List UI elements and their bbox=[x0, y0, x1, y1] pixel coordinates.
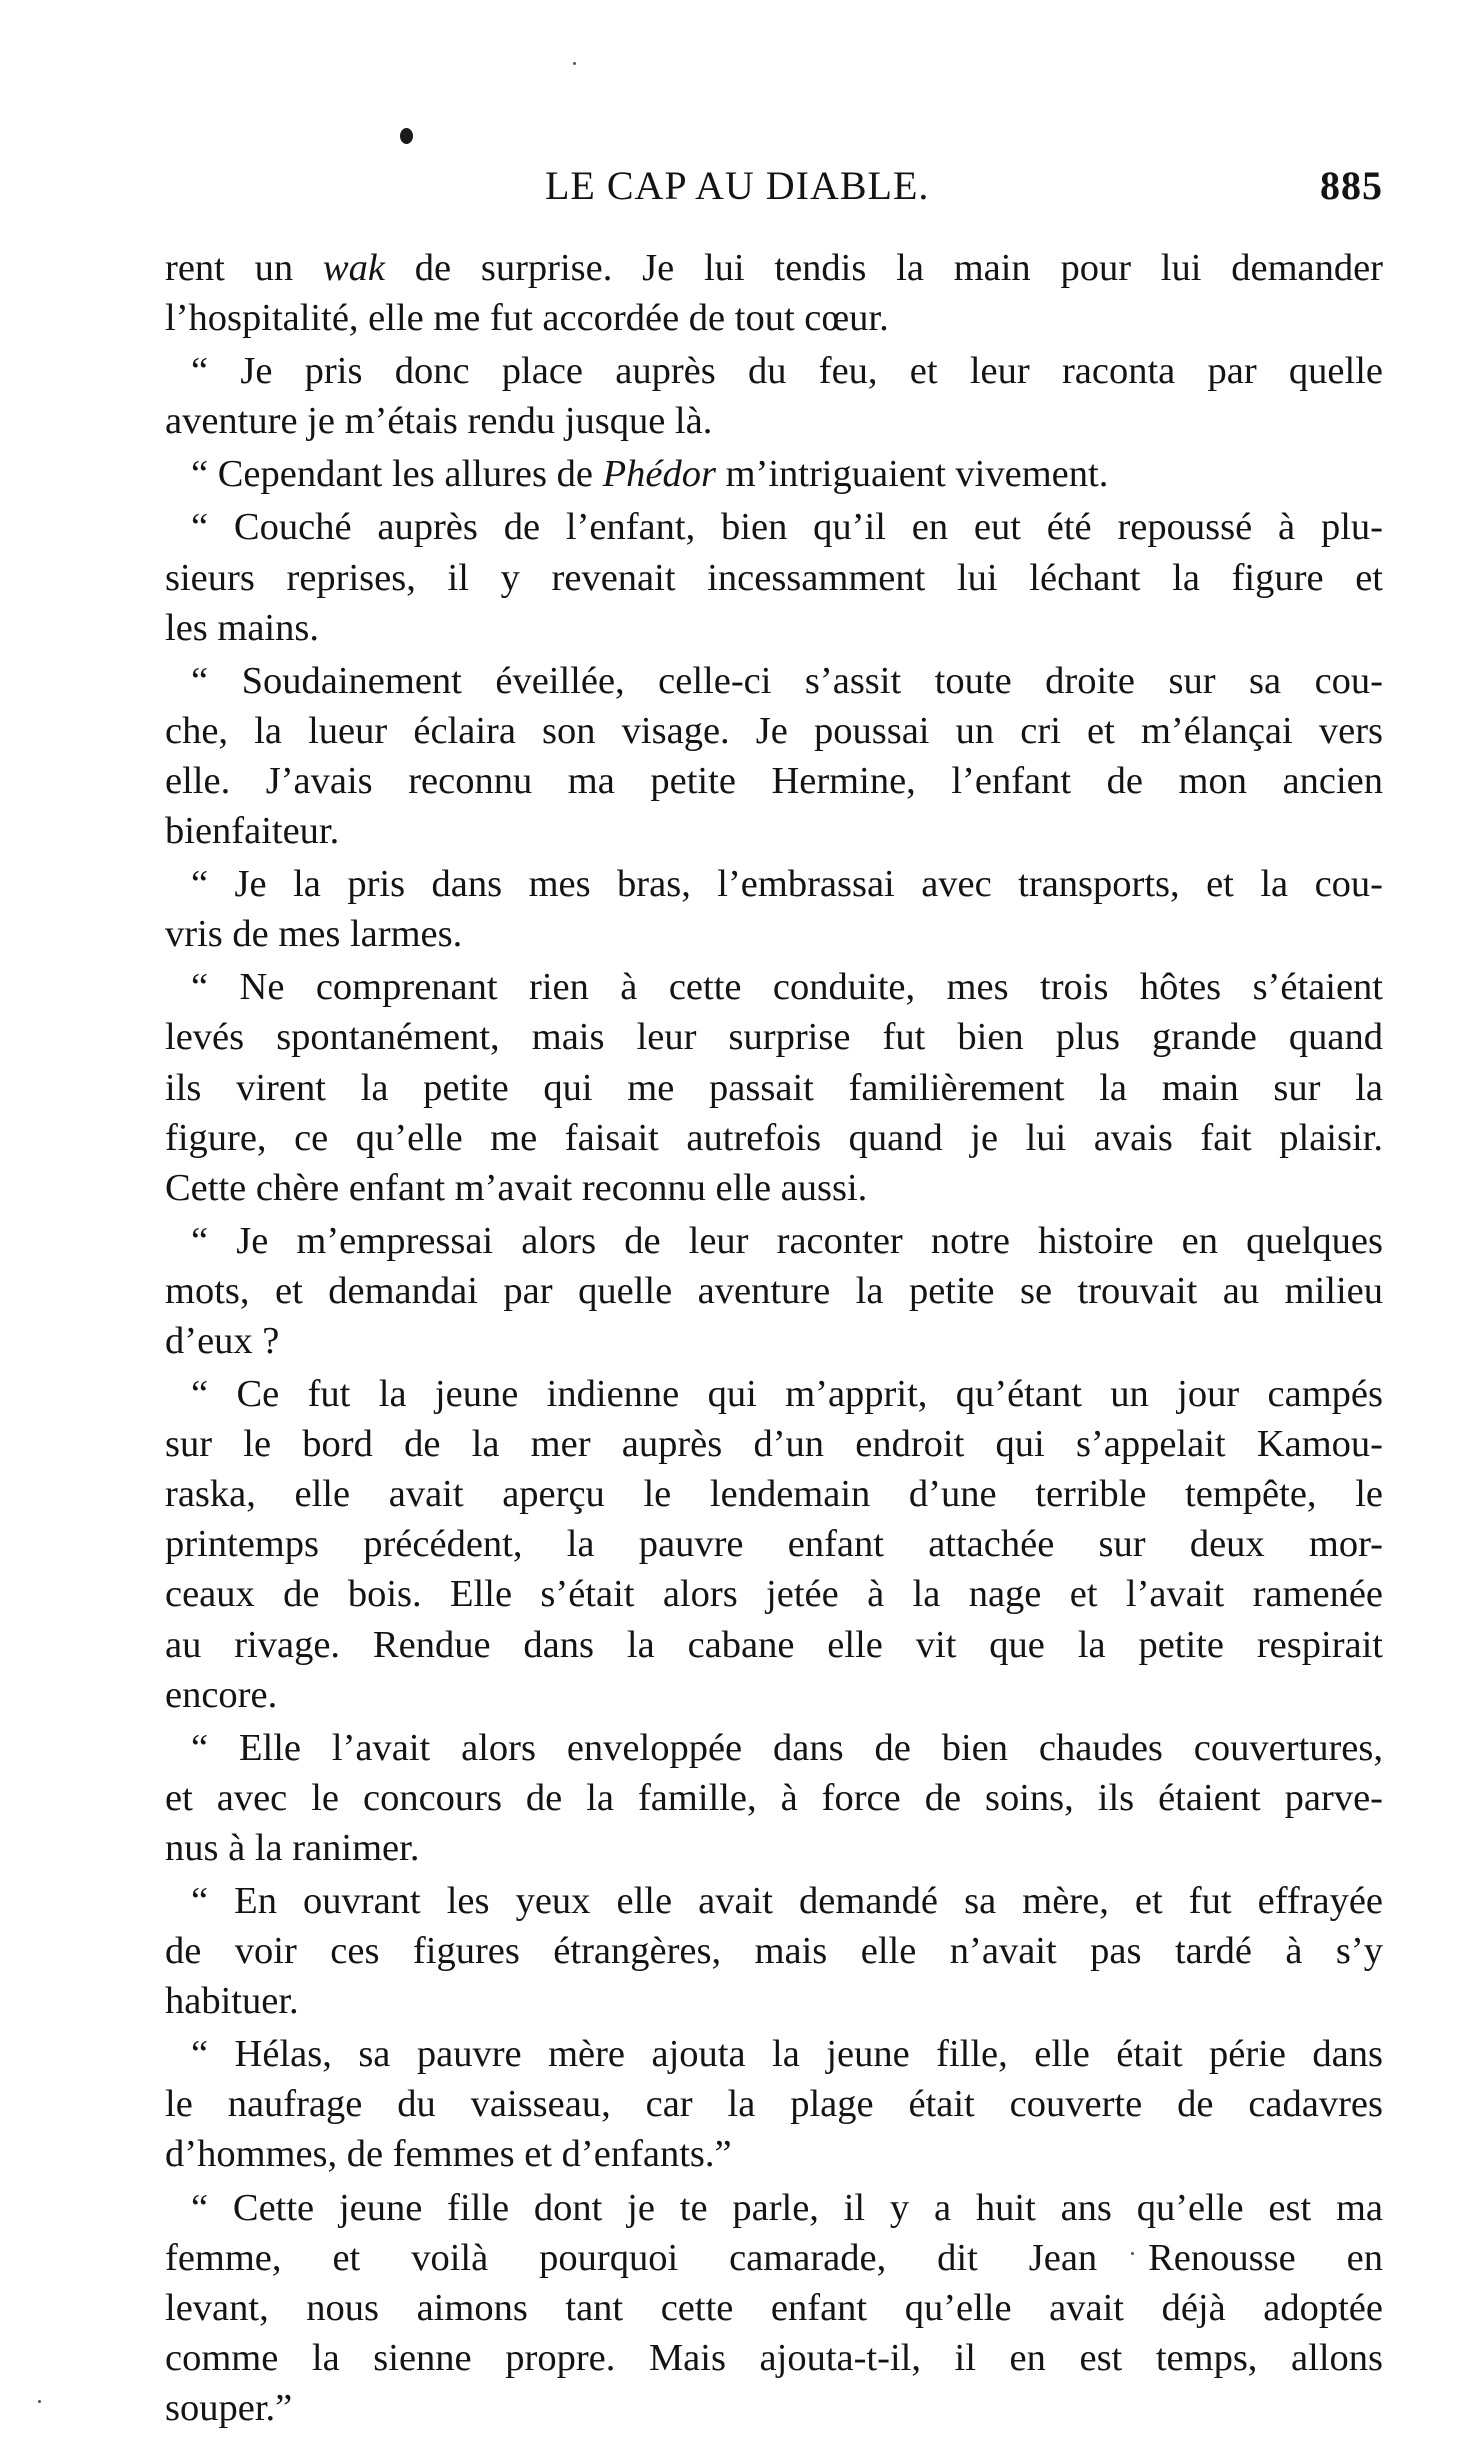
text-line: de voir ces figures étrangères, mais elle n’avait pas tardé à s’y bbox=[165, 1930, 1383, 1973]
text-line: d’eux ? bbox=[165, 1319, 280, 1362]
text-line: vris de mes larmes. bbox=[165, 913, 463, 956]
text-line: figure, ce qu’elle me faisait autrefois quand je lui avais fait plaisir. bbox=[165, 1116, 1383, 1159]
text-line: ils virent la petite qui me passait familièrement la main sur la bbox=[165, 1066, 1383, 1109]
paragraph bbox=[165, 1216, 1383, 1366]
paragraph bbox=[165, 1876, 1383, 2026]
text-line: aventure je m’étais rendu jusque là. bbox=[165, 400, 713, 443]
text-line: “ Je la pris dans mes bras, l’embrassai avec transports, et la cou- bbox=[191, 863, 1383, 906]
text-line: au rivage. Rendue dans la cabane elle vit que la petite respirait bbox=[165, 1623, 1383, 1666]
paragraph bbox=[165, 2183, 1383, 2433]
text-line: d’hommes, de femmes et d’enfants.” bbox=[165, 2133, 732, 2176]
text-line: souper.” bbox=[165, 2386, 293, 2429]
text-line: comme la sienne propre. Mais ajouta-t-il, il en est temps, allons bbox=[165, 2336, 1383, 2379]
text-line: raska, elle avait aperçu le lendemain d’une terrible tempête, le bbox=[165, 1473, 1383, 1516]
text-line: levés spontanément, mais leur surprise fut bien plus grande quand bbox=[165, 1016, 1383, 1059]
paragraph bbox=[165, 2029, 1383, 2179]
paragraph bbox=[165, 656, 1383, 856]
text-line: “ Ce fut la jeune indienne qui m’apprit, qu’étant un jour campés bbox=[191, 1373, 1383, 1416]
text-line: habituer. bbox=[165, 1980, 299, 2023]
text-line: et avec le concours de la famille, à force de soins, ils étaient parve- bbox=[165, 1776, 1383, 1819]
paragraph bbox=[165, 859, 1383, 959]
text-line: Cette chère enfant m’avait reconnu elle aussi. bbox=[165, 1166, 868, 1209]
text-line: femme, et voilà pourquoi camarade, dit Jean Renousse en bbox=[165, 2236, 1383, 2279]
paper-speck bbox=[573, 62, 576, 65]
text-line: bienfaiteur. bbox=[165, 810, 340, 853]
text-line: che, la lueur éclaira son visage. Je poussai un cri et m’élançai vers bbox=[165, 709, 1383, 752]
text-line: “ Cette jeune fille dont je te parle, il y a huit ans qu’elle est ma bbox=[191, 2186, 1383, 2229]
text-line: “ Soudainement éveillée, celle-ci s’assit toute droite sur sa cou- bbox=[191, 659, 1383, 702]
text-line: printemps précédent, la pauvre enfant attachée sur deux mor- bbox=[165, 1523, 1383, 1566]
text-line: les mains. bbox=[165, 606, 319, 649]
text-line: ceaux de bois. Elle s’était alors jetée à la nage et l’avait ramenée bbox=[165, 1573, 1383, 1616]
text-line: sur le bord de la mer auprès d’un endroit qui s’appelait Kamou- bbox=[165, 1423, 1383, 1466]
text-line: elle. J’avais reconnu ma petite Hermine, l’enfant de mon ancien bbox=[165, 759, 1383, 802]
paragraph bbox=[165, 243, 1383, 343]
text-line: “ Hélas, sa pauvre mère ajouta la jeune fille, elle était périe dans bbox=[191, 2033, 1383, 2076]
page-number: 885 bbox=[1320, 163, 1383, 208]
text-line: “ Elle l’avait alors enveloppée dans de bien chaudes couvertures, bbox=[191, 1726, 1383, 1769]
paragraph bbox=[165, 346, 1383, 446]
text-line: nus à la ranimer. bbox=[165, 1826, 420, 1869]
text-line: encore. bbox=[165, 1673, 278, 1716]
paragraph bbox=[165, 1369, 1383, 1720]
text-line: “ Je m’empressai alors de leur raconter notre histoire en quelques bbox=[191, 1219, 1383, 1262]
page-header bbox=[165, 162, 1383, 222]
ornament-dot bbox=[400, 128, 413, 144]
text-line: mots, et demandai par quelle aventure la petite se trouvait au milieu bbox=[165, 1269, 1383, 1312]
running-title: LE CAP AU DIABLE. bbox=[545, 163, 930, 208]
text-line: “ Couché auprès de l’enfant, bien qu’il en eut été repoussé à plu- bbox=[191, 506, 1383, 549]
text-line: “ Je pris donc place auprès du feu, et leur raconta par quelle bbox=[191, 350, 1383, 393]
text-line: rent un wak de surprise. Je lui tendis la main pour lui demander bbox=[165, 247, 1384, 289]
paragraph bbox=[165, 1723, 1383, 1873]
italic-word: wak bbox=[322, 247, 385, 289]
paragraph bbox=[165, 449, 1383, 499]
body-text bbox=[165, 243, 1383, 2436]
text-line: l’hospitalité, elle me fut accordée de tout cœur. bbox=[165, 297, 889, 340]
text-line: sieurs reprises, il y revenait incessamment lui léchant la figure et bbox=[165, 556, 1383, 599]
text-line: “ Cependant les allures de Phédor m’intriguaient vivement. bbox=[191, 453, 1109, 496]
paragraph bbox=[165, 502, 1383, 652]
text-line: le naufrage du vaisseau, car la plage était couverte de cadavres bbox=[165, 2083, 1383, 2126]
italic-word: Phédor bbox=[602, 453, 716, 496]
text-line: “ Ne comprenant rien à cette conduite, mes trois hôtes s’étaient bbox=[191, 966, 1383, 1009]
paper-speck bbox=[38, 2400, 41, 2403]
text-line: “ En ouvrant les yeux elle avait demandé sa mère, et fut effrayée bbox=[191, 1880, 1383, 1922]
paragraph bbox=[165, 962, 1383, 1212]
text-line: levant, nous aimons tant cette enfant qu’elle avait déjà adoptée bbox=[165, 2286, 1383, 2329]
